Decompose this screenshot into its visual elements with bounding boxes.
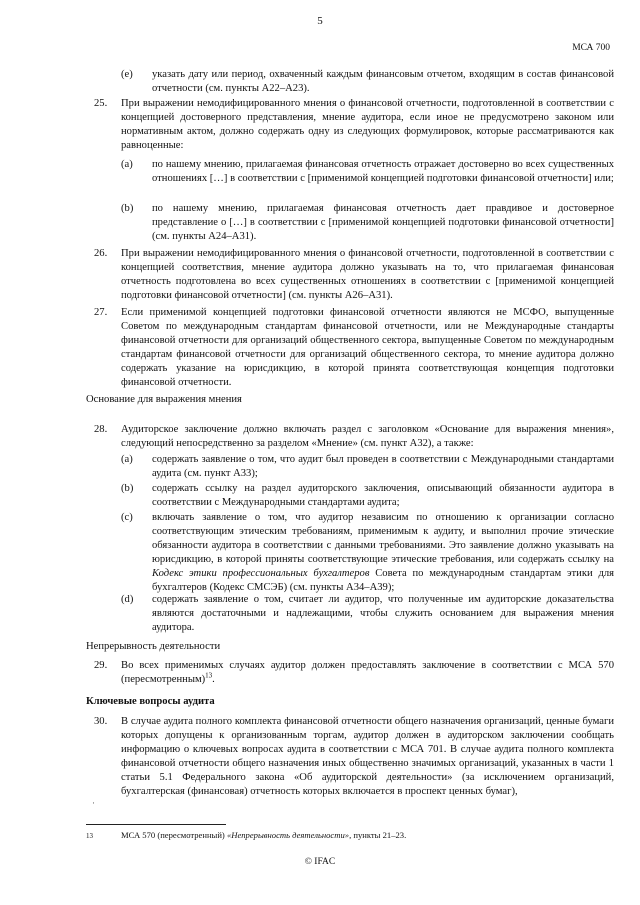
code-of-ethics-title: Кодекс этики профессиональных бухгалтеров (152, 568, 370, 580)
item-text-e: указать дату или период, охваченный каждым финансовым отчетом, входящим в состав финансовой отчетности (см. пункты А22–А23). (152, 69, 614, 95)
paragraph-25-text: При выражении немодифицированного мнения о финансовой отчетности, подготовленной в соответствии с концепцией достоверного представления, мнение аудитора, если иное не предусмотрено законом или нормативным актом, должно содержать одну из следующих формулировок, которые рассматриваются как равноценные: (121, 98, 614, 152)
footnote-reference-13[interactable]: 13 (205, 671, 213, 680)
paragraph-number-28: 28. (94, 424, 108, 435)
footnote-13-part1: МСА 570 (пересмотренный) (121, 830, 227, 840)
item-label-25a: (а) (121, 159, 133, 170)
item-text-25b: по нашему мнению, прилагаемая финансовая отчетность дает правдивое и достоверное представление о […] в соответствии с [применимой концепцией подготовки финансовой отчетности] (см. пункты А24–А31). (152, 203, 614, 243)
item-label-25b: (b) (121, 203, 134, 214)
footnote-separator (86, 824, 226, 825)
paragraph-26-text: При выражении немодифицированного мнения о финансовой отчетности, подготовленной в соответствии с концепцией соответствия, мнение аудитора должно указывать на то, что прилагаемая финансовая отчетность подготовлена во всех существенных отношениях в соответствии с [применимой концепцией подготовки финансовой отчетности] (см. пункты А26–А31). (121, 248, 614, 302)
paragraph-27-text: Если применимой концепцией подготовки финансовой отчетности являются не МСФО, выпущенные Советом по международным стандартам финансовой отчетности, или не Международные стандарты финансовой отчетности для организаций общественного сектора, выпущенные Советом по международным стандартам финансовой отчетности для организаций общественного сектора, то мнение аудитора должно содержать указание на юрисдикцию, в которой принята соответствующая концепция подготовки финансовой отчетности. (121, 307, 614, 389)
item-label-28c: (c) (121, 512, 133, 523)
margin-mark: · (92, 798, 95, 808)
section-heading-key-audit-matters: Ключевые вопросы аудита (86, 696, 215, 707)
paragraph-29-body: Во всех применимых случаях аудитор должен предоставлять заключение в соответствии с МСА 570 (пересмотренным) (121, 660, 614, 686)
item-text-28b: содержать ссылку на раздел аудиторского заключения, описывающий обязанности аудитора в соответствии с Международными стандартами аудита; (152, 483, 614, 509)
item-label-28b: (b) (121, 483, 134, 494)
item-label-e: (е) (121, 69, 133, 80)
section-heading-basis-for-opinion: Основание для выражения мнения (86, 394, 242, 405)
page-number: 5 (317, 15, 323, 27)
paragraph-number-26: 26. (94, 248, 108, 259)
footnote-13-text (121, 830, 614, 841)
footnote-13-title: «Непрерывность деятельности» (226, 830, 350, 840)
item-label-28d: (d) (121, 594, 134, 605)
paragraph-number-30: 30. (94, 716, 108, 727)
paragraph-28-text: Аудиторское заключение должно включать раздел с заголовком «Основание для выражения мнения», следующий непосредственно за разделом «Мнение» (см. пункт А32), а также: (121, 424, 614, 450)
copyright-footer: © IFAC (304, 857, 336, 867)
item-text-28c (152, 511, 614, 596)
paragraph-number-29: 29. (94, 660, 108, 671)
paragraph-30-text: В случае аудита полного комплекта финансовой отчетности общего назначения организаций, ценные бумаги которых допущены к организованным торгам, аудитор должен в аудиторском заключении сообщать информацию о ключевых вопросах аудита в соответствии с МСА 701. В случае аудита полного комплекта финансовой отчетности общего назначения иных общественно значимых организаций, указанных в части 1 статьи 5.1 Федерального закона «Об аудиторской деятельности» (за исключением организаций, бухгалтерская (финансовая) отчетность которых включается в проспект ценных бумаг), (121, 716, 614, 798)
item-text-28c-part1: включать заявление о том, что аудитор независим по отношению к организации согласно соответствующим этическим требованиям, применимым к аудиту, и выполнил прочие этические обязанности аудитора в соответствии с данными требованиями. Это заявление должно указывать на юрисдикцию, в которой приняты соответствующие этические требования, или содержать ссылку на (152, 512, 614, 566)
paragraph-number-25: 25. (94, 98, 108, 109)
item-label-28a: (a) (121, 454, 133, 465)
footnote-number: 13 (86, 832, 93, 840)
item-text-25a: по нашему мнению, прилагаемая финансовая отчетность отражает достоверно во всех существенных отношениях […] в соответствии с [применимой концепцией подготовки финансовой отчетности] или; (152, 159, 614, 185)
paragraph-29-tail: . (212, 674, 215, 686)
footnote-13-part2: , пункты 21–23. (349, 830, 407, 840)
paragraph-29-text (121, 659, 614, 687)
standard-code-header: МСА 700 (572, 43, 610, 53)
item-text-28d: содержать заявление о том, считает ли аудитор, что полученные им аудиторские доказательства являются достаточными и надлежащими, чтобы служить основанием для выражения мнения аудитора. (152, 594, 614, 634)
paragraph-number-27: 27. (94, 307, 108, 318)
section-heading-going-concern: Непрерывность деятельности (86, 641, 221, 652)
item-text-28c-part2: Совета по международным стандартам этики для бухгалтеров (Кодекс СМСЭБ) (см. пункты А34–А39); (152, 568, 614, 594)
item-text-28a: содержать заявление о том, что аудит был проведен в соответствии с Международными стандартами аудита (см. пункт А33); (152, 454, 614, 480)
